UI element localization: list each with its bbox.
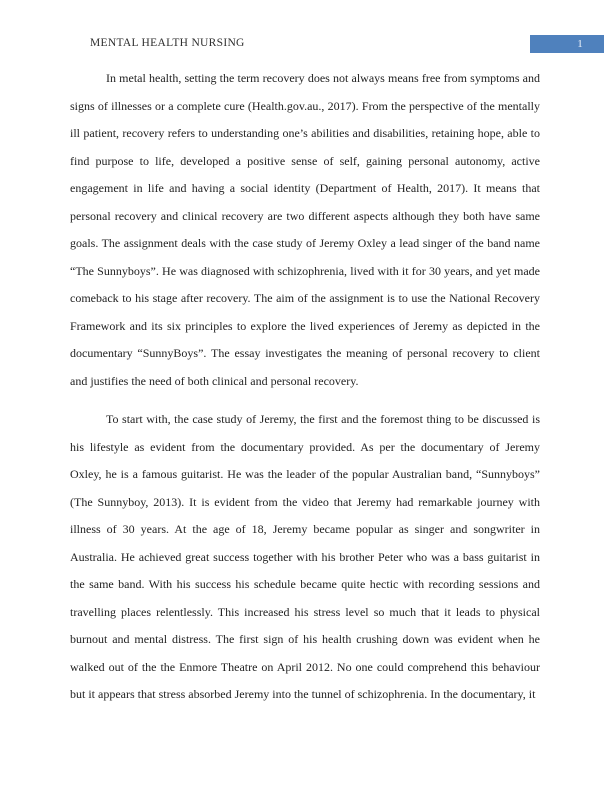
text-line: personal recovery and clinical recovery are two different aspects although they both have same [70,208,540,223]
text-line: but it appears that stress absorbed Jeremy into the tunnel of schizophrenia. In the documentary, it [70,687,536,701]
paragraph [70,65,540,395]
text-line: travelling places relentlessly. This increased his stress level so much that it leads to physical [70,604,540,619]
text-line: illness of 30 years. At the age of 18, Jeremy became popular as singer and songwriter in [70,522,540,536]
document-body [70,65,540,709]
text-line: Framework and its six principles to explore the lived experiences of Jeremy as depicted in the [70,318,540,333]
text-line: signs of illnesses or a complete cure (Health.gov.au., 2017). From the perspective of the mentally [70,98,540,113]
text-line: find purpose to life, developed a positive sense of self, gaining personal autonomy, active [70,153,540,168]
text-line: burnout and mental distress. The first sign of his health crushing down was evident when he [70,632,540,646]
page-number-badge: 1 [530,35,604,53]
text-line: documentary “SunnyBoys”. The essay investigates the meaning of personal recovery to client [70,346,540,360]
text-line: To start with, the case study of Jeremy, the first and the foremost thing to be discussed is [106,412,540,426]
text-line: “The Sunnyboys”. He was diagnosed with schizophrenia, lived with it for 30 years, and yet made [70,263,540,278]
text-line: Australia. He achieved great success together with his brother Peter who was a bass guitarist in [70,549,540,564]
text-line: his lifestyle as evident from the documentary provided. As per the documentary of Jeremy [70,439,540,454]
text-line: engagement in life and having a social identity (Department of Health, 2017). It means that [70,181,540,195]
text-line: and justifies the need of both clinical and personal recovery. [70,373,359,388]
text-line: ill patient, recovery refers to understanding one’s abilities and disabilities, retaining hope, able to [70,126,540,140]
text-line: In metal health, setting the term recovery does not always means free from symptoms and [106,71,540,85]
text-line: goals. The assignment deals with the case study of Jeremy Oxley a lead singer of the band name [70,236,540,250]
paragraph [70,406,540,709]
text-line: (The Sunnyboy, 2013). It is evident from the video that Jeremy had remarkable journey with [70,494,540,509]
text-line: comeback to his stage after recovery. The aim of the assignment is to use the National Recovery [70,291,540,305]
text-line: walked out of the the Enmore Theatre on April 2012. No one could comprehend this behaviour [70,659,540,674]
text-line: the same band. With his success his schedule became quite hectic with recording sessions and [70,577,540,591]
running-head-title: MENTAL HEALTH NURSING [90,37,245,49]
text-line: Oxley, he is a famous guitarist. He was the leader of the popular Australian band, “Sunnyboys” [70,467,540,481]
